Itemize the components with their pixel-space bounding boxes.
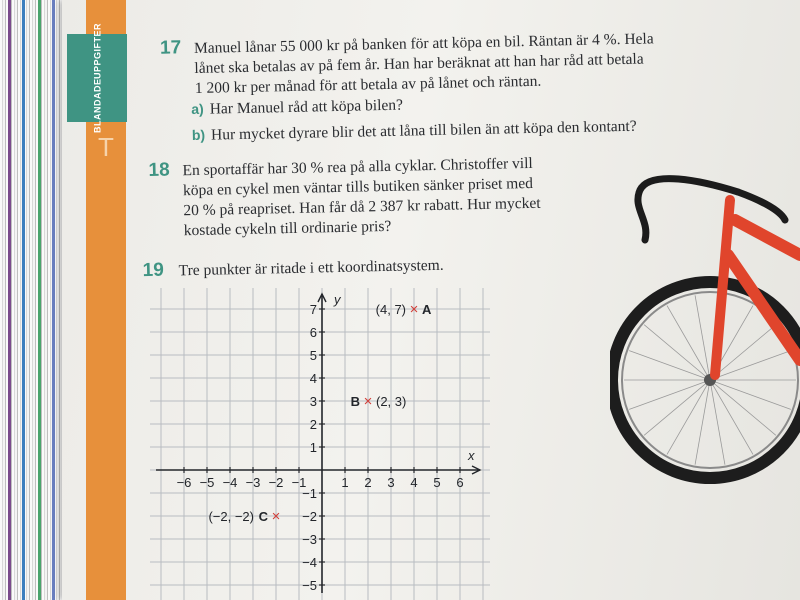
x-tick-label: 4 bbox=[410, 475, 418, 490]
x-tick-label: 3 bbox=[387, 475, 395, 490]
point-coordinate-label: (4, 7) bbox=[375, 302, 406, 317]
y-tick-label: 3 bbox=[309, 394, 317, 409]
x-axis-label: x bbox=[468, 448, 475, 463]
point-name: A bbox=[422, 302, 432, 317]
x-tick-label: −2 bbox=[268, 475, 284, 490]
problem-18-text: En sportaffär har 30 % rea på alla cyklar. Christoffer vill köpa en cykel men väntar tills butiken sänker priset med 20 % på reapriset. Han får då 2 387 kr rabatt. Hur mycket kostade cykeln till ordinarie pris? bbox=[182, 154, 541, 240]
subquestion-a: a) Har Manuel råd att köpa bilen? bbox=[191, 96, 404, 118]
x-tick-label: 6 bbox=[456, 475, 464, 490]
problem-number: 18 bbox=[148, 159, 170, 181]
problem-number: 17 bbox=[159, 37, 182, 59]
points bbox=[208, 301, 432, 525]
y-tick-label: 6 bbox=[309, 325, 317, 340]
point-marker: × bbox=[363, 393, 373, 410]
grid bbox=[150, 288, 490, 600]
y-tick-label: 2 bbox=[309, 417, 317, 432]
x-tick-label: −6 bbox=[176, 475, 192, 490]
point-coordinate-label: (2, 3) bbox=[376, 394, 407, 409]
subquestion-b: b) Hur mycket dyrare blir det att låna till bilen än att köpa den kontant? bbox=[191, 117, 637, 144]
y-tick-label: 4 bbox=[309, 371, 317, 386]
point-coordinate-label: (−2, −2) bbox=[208, 509, 254, 524]
x-tick-label: 5 bbox=[433, 475, 441, 490]
side-tab-t-glyph: T bbox=[98, 132, 114, 162]
problem-17-text: Manuel lånar 55 000 kr på banken för att köpa en bil. Räntan är 4 %. Hela lånet ska betalas av på fem år. Han har beräknat att han har råd att betala 1 200 kr per månad för att betala av på lånet och räntan. bbox=[193, 30, 654, 97]
axes bbox=[156, 292, 480, 593]
y-tick-label: −5 bbox=[302, 578, 317, 593]
y-tick-label: −3 bbox=[302, 532, 317, 547]
y-tick-label: 5 bbox=[309, 348, 317, 363]
y-tick-label: −1 bbox=[302, 486, 317, 501]
y-tick-label: −4 bbox=[302, 555, 317, 570]
point-marker: × bbox=[271, 508, 281, 525]
point-name: C bbox=[258, 509, 268, 524]
point-name: B bbox=[350, 394, 360, 409]
x-tick-label: 1 bbox=[341, 475, 349, 490]
x-tick-label: 2 bbox=[364, 475, 372, 490]
x-tick-label: −3 bbox=[245, 475, 261, 490]
y-axis-label: y bbox=[334, 292, 341, 307]
x-tick-label: −1 bbox=[291, 475, 307, 490]
page-edge-color-band bbox=[8, 0, 11, 600]
y-tick-label: 1 bbox=[309, 440, 317, 455]
coordinate-system bbox=[150, 288, 490, 600]
y-tick-label: −2 bbox=[302, 509, 317, 524]
side-tab-label: BLANDADE UPPGIFTER bbox=[92, 22, 103, 134]
x-tick-label: −4 bbox=[222, 475, 238, 490]
bicycle-image bbox=[610, 160, 800, 490]
page-edge-color-band bbox=[52, 0, 55, 600]
point-marker: × bbox=[409, 301, 419, 318]
x-tick-label: −5 bbox=[199, 475, 215, 490]
page-edge-color-band bbox=[38, 0, 41, 600]
y-tick-label: 7 bbox=[309, 302, 317, 317]
problem-number: 19 bbox=[142, 259, 165, 282]
problem-19-text: Tre punkter är ritade i ett koordinatsystem. bbox=[178, 256, 444, 280]
page-edge-color-band bbox=[22, 0, 25, 600]
